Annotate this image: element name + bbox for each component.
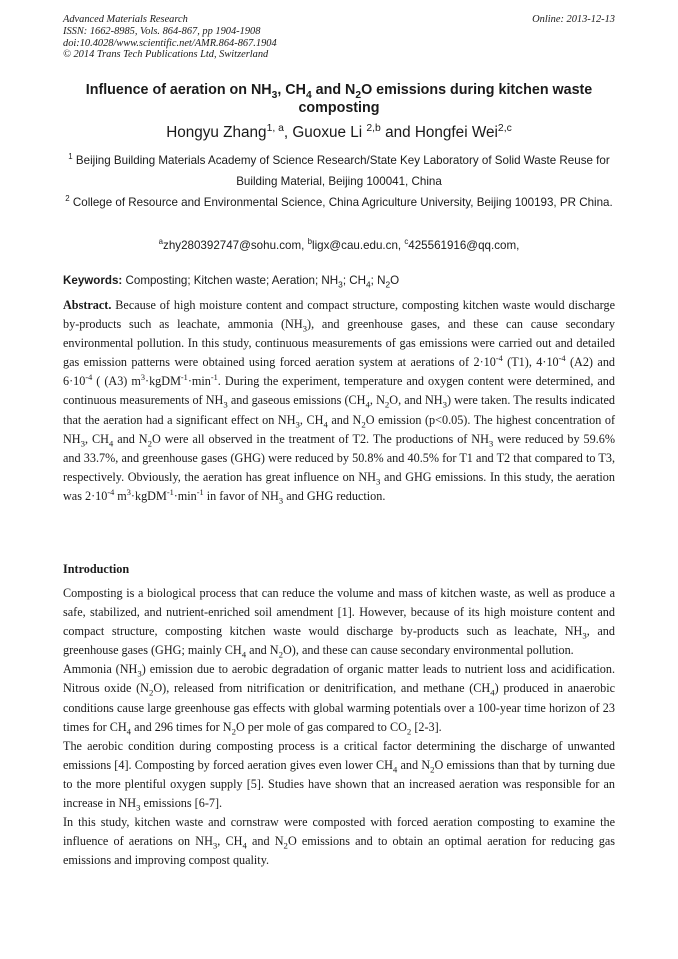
affiliation-1: $^1$ Beijing Building Materials Academy of Science Research/State Key Laboratory of Solid Waste Reuse for Building Material, Beijing 100041, China <box>68 152 610 188</box>
author-list: Hongyu Zhang$^{1, a}$, Guoxue Li $^{2,b}$ and Hongfei Wei$^{2,c}$ <box>166 122 512 141</box>
keywords: Keywords: Composting; Kitchen waste; Aeration; $NH_3$; $CH_4$; $N_2O$ <box>63 274 400 290</box>
journal-header <box>63 14 277 61</box>
author-emails: $^a$zhy280392747@sohu.com, $^b$ligx@cau.edu.cn, $^c$425561916@qq.com, <box>158 237 520 252</box>
affiliation-2: $^2$ College of Resource and Environmental Science, China Agriculture University, Beijing 100193, PR China. <box>65 194 613 209</box>
intro-paragraph-1: Composting is a biological process that can reduce the volume and mass of kitchen waste, as well as produce a safe, stabilized, and nutrient-enriched soil amendment [1]. However, because of its high moisture content and compact structure, composting kitchen waste would discharge by-products such as leachate, $NH_3$, and greenhouse gases (GHG; mainly $CH_4$ and $N_2O$), and these can cause secondary environmental pollution. <box>63 586 615 660</box>
journal-name: Advanced Materials Research <box>63 14 188 25</box>
doi-line: doi:10.4028/www.scientific.net/AMR.864-867.1904 <box>63 37 277 49</box>
keywords-label: Keywords: <box>63 274 123 287</box>
intro-paragraph-2: Ammonia $(NH_3)$ emission due to aerobic degradation of organic matter leads to nutrient loss and acidification. Nitrous oxide $(N_2O)$, released from nitrification or denitrification, and methane $(CH_4)$ produced in anaerobic conditions cause large greenhouse gas effects with global warming potentials over a 100-year time horizon of 23 times for $CH_4$ and 296 times for $N_2O$ per mole of gas compared to $CO_2$ [2-3]. <box>63 662 616 737</box>
issn-line: ISSN: 1662-8985, Vols. 864-867, pp 1904-1908 <box>63 25 261 37</box>
paper-title: Influence of aeration on $NH_3$, $CH_4$ and $N_2O$ emissions during kitchen waste composting <box>85 82 593 116</box>
intro-paragraph-4: In this study, kitchen waste and cornstraw were composted with forced aeration composting to examine the influence of aerations on $NH_3$, $CH_4$ and $N_2O$ emissions and to obtain an optimal aeration for reducing gas emissions and improving compost quality. <box>63 815 615 868</box>
intro-paragraph-3: The aerobic condition during composting process is a critical factor determining the discharge of unwanted emissions [4]. Composting by forced aeration gives even lower $CH_4$ and $N_2O$ emissions than that by turning due to the more plentiful oxygen supply [5]. Studies have shown that an increased aeration was responsible for an increase in $NH_3$ emissions [6-7]. <box>63 738 615 813</box>
copyright-line: © 2014 Trans Tech Publications Ltd, Switzerland <box>63 49 269 61</box>
abstract: Abstract. Because of high moisture content and compact structure, composting kitchen waste would discharge by-products such as leachate, ammonia $(NH_3)$, and greenhouse gases, and these can cause secondary environmental pollution. In this study, continuous measurements of gas emissions were carried out and detailed gas emission patterns were obtained using forced aeration system at aerations of $2\cdot 10^{-4}$ (T1), $4\cdot 10^{-4}$ (A2) and $6\cdot 10^{-4}$ ( (A3) $m^3\cdot kgDM^{-1}\cdot\min^{-1}$. During the experiment, temperature and oxygen content were determined, and continuous measurements of $NH_3$ and gaseous emissions ($CH_4$, $N_2O$, and $NH_3$) were taken. The results indicated that the aeration had a significant effect on $NH_3$, $CH_4$ and $N_2O$ emission (p<0.05). The highest concentration of $NH_3$, $CH_4$ and $N_2O$ were all observed in the treatment of T2. The productions of $NH_3$ were reduced by 59.6% and 33.7%, and greenhouse gases (GHG) were reduced by 50.8% and 40.5% for T1 and T2 that compared to T3, respectively. Obviously, the aeration has great influence on $NH_3$ and GHG emissions. In this study, the aeration was $2\cdot 10^{-4}$ $m^3\cdot kgDM^{-1}\cdot\min^{-1}$ in favor of $NH_3$ and GHG reduction. <box>63 298 616 506</box>
abstract-label: Abstract. <box>63 298 112 312</box>
online-date: Online: 2013-12-13 <box>532 14 615 25</box>
introduction-heading: Introduction <box>63 562 130 576</box>
introduction-body <box>63 584 615 870</box>
